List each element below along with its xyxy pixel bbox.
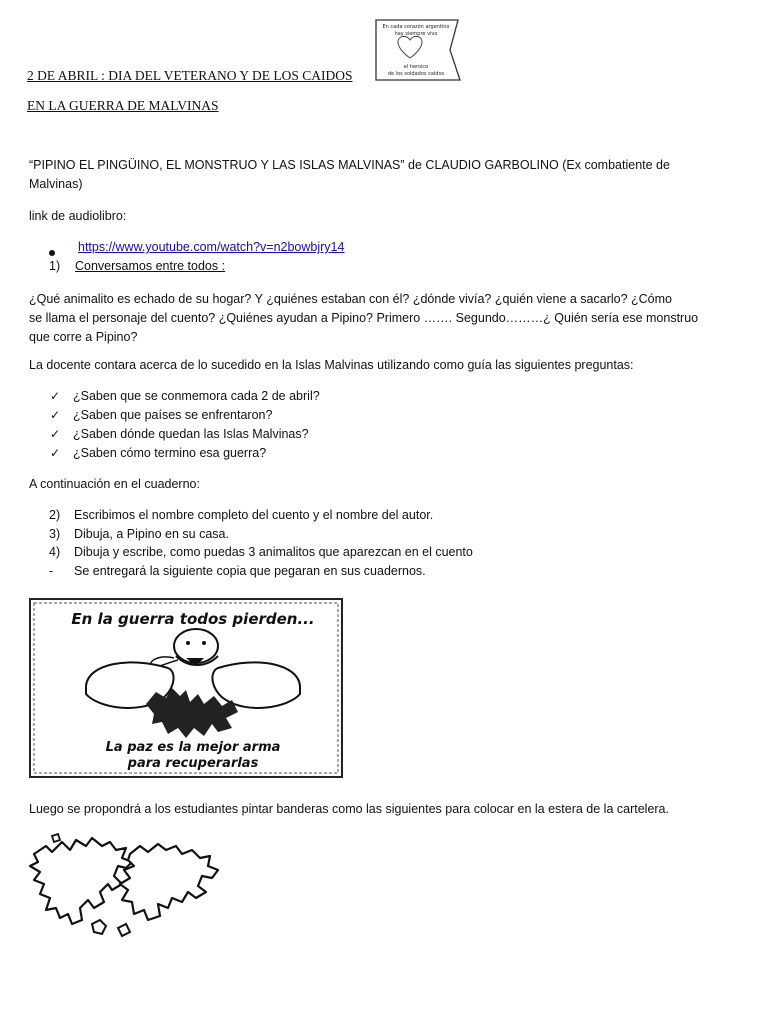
task-text: Dibuja, a Pipino en su casa. — [74, 526, 229, 541]
checklist-item-text: ¿Saben dónde quedan las Islas Malvinas? — [73, 427, 309, 441]
peace-poster-image — [28, 596, 344, 780]
checklist-item — [50, 446, 450, 465]
section-1-title: Conversamos entre todos : — [75, 259, 226, 273]
commemoration-badge — [372, 18, 464, 84]
badge-line-4: de los soldados caídos — [387, 71, 445, 77]
checklist-item — [50, 408, 450, 427]
docente-text: La docente contara acerca de lo sucedido en la Islas Malvinas utilizando como guía las siguientes preguntas: — [29, 358, 634, 372]
poster-bottom-line-1: La paz es la mejor arma — [105, 740, 281, 755]
task-text: Dibuja y escribe, como puedas 3 animalitos que aparezcan en el cuento — [74, 545, 473, 559]
checklist-item-text: ¿Saben cómo termino esa guerra? — [73, 446, 267, 460]
check-icon: ✓ — [50, 446, 61, 460]
task-item — [49, 545, 649, 564]
checklist-item — [50, 427, 450, 446]
questions-line-1: ¿Qué animalito es echado de su hogar? Y ¿quiénes estaban con él? ¿dónde vivía? ¿quién viene a sacarlo? ¿Cómo — [29, 292, 672, 306]
task-item — [49, 508, 649, 527]
book-title-line-1: “PIPINO EL PINGÜINO, EL MONSTRUO Y LAS ISLAS MALVINAS” de CLAUDIO GARBOLINO (Ex combatiente de — [29, 158, 670, 172]
checklist-item — [50, 389, 450, 408]
badge-line-1: En cada corazón argentino — [382, 24, 450, 30]
questions-line-3: que corre a Pipino? — [29, 330, 138, 344]
badge-line-3: el heroico — [403, 64, 429, 70]
check-icon: ✓ — [50, 389, 61, 403]
check-icon: ✓ — [50, 427, 61, 441]
task-number: 3) — [49, 526, 61, 541]
check-icon: ✓ — [50, 408, 61, 422]
title-line-1: 2 DE ABRIL : DIA DEL VETERANO Y DE LOS CAIDOS — [27, 68, 353, 83]
task-item — [49, 527, 649, 546]
checklist — [50, 389, 450, 465]
task-item — [49, 564, 649, 583]
task-number: - — [49, 563, 54, 578]
audiolibro-label: link de audiolibro: — [29, 209, 127, 223]
questions-paragraph — [29, 290, 719, 347]
badge-line-2: hay siempre vivo — [394, 31, 438, 37]
poster-top-text: En la guerra todos pierden... — [71, 610, 315, 628]
section-1-number: 1) — [49, 259, 61, 273]
bullet-dot-icon — [49, 245, 55, 259]
continuation-text: A continuación en el cuaderno: — [29, 477, 200, 491]
task-number: 2) — [49, 508, 61, 522]
audiolibro-link[interactable]: https://www.youtube.com/watch?v=n2bowbjry14 — [78, 240, 345, 254]
task-text: Se entregará la siguiente copia que pegaran en sus cuadernos. — [74, 563, 426, 578]
task-number: 4) — [49, 545, 61, 559]
questions-line-2: se llama el personaje del cuento? ¿Quiénes ayudan a Pipino? Primero ……. Segundo………¿ Quién sería ese monstruo — [29, 311, 699, 325]
malvinas-islands-map — [22, 832, 242, 942]
checklist-item-text: ¿Saben que países se enfrentaron? — [73, 408, 273, 422]
closing-text: Luego se propondrá a los estudiantes pintar banderas como las siguientes para colocar en la estera de la cartelera. — [29, 802, 669, 816]
poster-bottom-line-2: para recuperarlas — [127, 756, 259, 771]
title-line-2: EN LA GUERRA DE MALVINAS — [27, 98, 219, 113]
task-text: Escribimos el nombre completo del cuento y el nombre del autor. — [74, 508, 434, 522]
book-title-line-2: Malvinas) — [29, 177, 83, 191]
tasks-list — [49, 508, 649, 582]
checklist-item-text: ¿Saben que se conmemora cada 2 de abril? — [73, 389, 320, 403]
